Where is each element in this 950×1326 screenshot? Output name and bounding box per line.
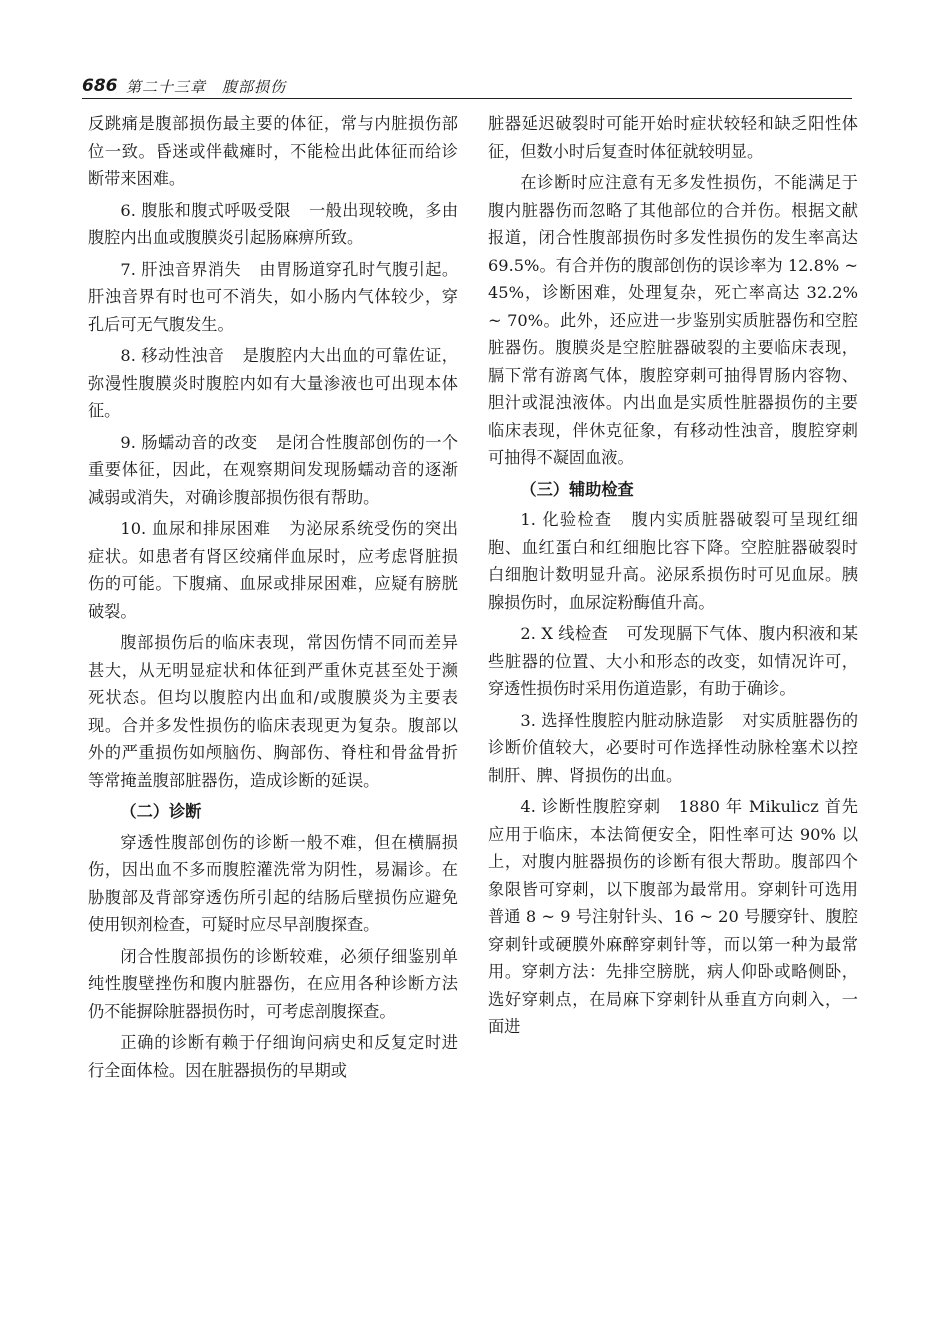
item-body: 是闭合性腹部创伤的一个重要体征，因此，在观察期间发现肠蠕动音的逐渐减弱或消失，对确诊腹部损伤很有帮助。 [88,432,459,507]
section-heading-auxiliary-exam: （三）辅助检查 [520,479,634,499]
paragraph [88,256,458,339]
item-body: 一般出现较晚，多由腹腔内出血或腹膜炎引起肠麻痹所致。 [88,200,459,247]
item-body: 可发现膈下气体、腹内积液和某些脏器的位置、大小和形态的改变，如情况许可，穿透性损伤时采用伤道造影，有助于确诊。 [488,624,859,698]
item-heading: 8. 移动性浊音 [120,346,225,365]
item-body: 腹内实质脏器破裂可呈现红细胞、血红蛋白和红细胞比容下降。空腔脏器破裂时白细胞计数明显升高。泌尿系损伤时可见血尿。胰腺损伤时，血尿淀粉酶值升高。 [488,510,858,612]
item-body: 1880 年 Mikulicz 首先应用于临床，本法简便安全，阳性率可达 90% 以上，对腹内脏器损伤的诊断有很大帮助。腹部四个象限皆可穿刺，以下腹部为最常用。穿刺针可选用普通 8 ~ 9 号注射针头、16 ~ 20 号腰穿针、腹腔穿刺针或硬膜外麻醉穿刺针等，而以第一种为最常用。穿刺方法：先排空膀胱，病人仰卧或略侧卧，选好穿刺点，在局麻下穿刺针从垂直方向刺入，一面进 [488,797,858,1036]
paragraph: 腹部损伤后的临床表现，常因伤情不同而差异甚大，从无明显症状和体征到严重休克甚至处于濒死状态。但均以腹腔内出血和/或腹膜炎为主要表现。合并多发性损伤的临床表现更为复杂。腹部以外的严重损伤如颅脑伤、胸部伤、脊柱和骨盆骨折等常掩盖腹部脏器伤，造成诊断的延误。 [88,633,458,790]
paragraph: 穿透性腹部创伤的诊断一般不难，但在横膈损伤，因出血不多而腹腔灌洗常为阴性，易漏诊。在胁腹部及背部穿透伤所引起的结肠后壁损伤应避免使用钡剂检查，可疑时应尽早剖腹探查。 [88,832,458,934]
paragraph [488,506,858,616]
paragraph: 在诊断时应注意有无多发性损伤，不能满足于腹内脏器伤而忽略了其他部位的合并伤。根据文献报道，闭合性腹部损伤时多发性损伤的发生率高达 69.5%。有合并伤的腹部创伤的误诊率为 12.8% ~ 45%，诊断困难，处理复杂，死亡率高达 32.2% ~ 70%。此外，还应进一步鉴别实质脏器伤和空腔脏器伤。腹膜炎是空腔脏器破裂的主要临床表现，膈下常有游离气体，腹腔穿刺可抽得胃肠内容物、胆汁或混浊液体。内出血是实质性脏器损伤的主要临床表现，伴休克征象，有移动性浊音，腹腔穿刺可抽得不凝固血液。 [488,173,858,467]
item-body: 为泌尿系统受伤的突出症状。如患者有肾区绞痛伴血尿时，应考虑肾脏损伤的可能。下腹痛、血尿或排尿困难，应疑有膀胱破裂。 [88,519,459,621]
right-column [488,110,858,1045]
item-heading: 2. X 线检查 [520,624,609,643]
paragraph [88,515,458,625]
item-heading: 9. 肠蠕动音的改变 [120,432,258,452]
chapter-title: 第二十三章 腹部损伤 [126,78,287,96]
item-heading: 3. 选择性腹腔内脏动脉造影 [520,710,724,730]
running-header [82,76,852,99]
paragraph: 闭合性腹部损伤的诊断较难，必须仔细鉴别单纯性腹壁挫伤和腹内脏器伤，在应用各种诊断方法仍不能摒除脏器损伤时，可考虑剖腹探查。 [88,946,458,1021]
paragraph [488,707,858,790]
left-column [88,110,458,1088]
paragraph: 正确的诊断有赖于仔细询问病史和反复定时进行全面体检。因在脏器损伤的早期或 [88,1033,458,1080]
item-heading: 7. 肝浊音界消失 [120,259,241,279]
paragraph [488,620,858,703]
item-body: 由胃肠道穿孔时气腹引起。肝浊音界有时也可不消失，如小肠内气体较少，穿孔后可无气腹发生。 [88,259,459,334]
item-heading: 10. 血尿和排尿困难 [120,519,271,538]
item-heading: 6. 腹胀和腹式呼吸受限 [120,200,291,220]
item-heading: 4. 诊断性腹腔穿刺 [520,797,661,816]
section-heading-diagnosis: （二）诊断 [120,802,202,821]
page-number: 686 [82,76,118,96]
paragraph: 脏器延迟破裂时可能开始时症状较轻和缺乏阳性体征，但数小时后复查时体征就较明显。 [488,114,858,161]
item-body: 对实质脏器伤的诊断价值较大，必要时可作选择性动脉栓塞术以控制肝、脾、肾损伤的出血。 [488,710,859,785]
item-heading: 1. 化验检查 [520,510,613,529]
paragraph [88,342,458,425]
paragraph [88,197,458,252]
paragraph [488,793,858,1041]
paragraph [88,429,458,512]
item-body: 是腹腔内大出血的可靠佐证，弥漫性腹膜炎时腹腔内如有大量渗液也可出现本体征。 [88,346,458,420]
paragraph: 反跳痛是腹部损伤最主要的体征，常与内脏损伤部位一致。昏迷或伴截瘫时，不能检出此体征而给诊断带来困难。 [88,114,458,188]
